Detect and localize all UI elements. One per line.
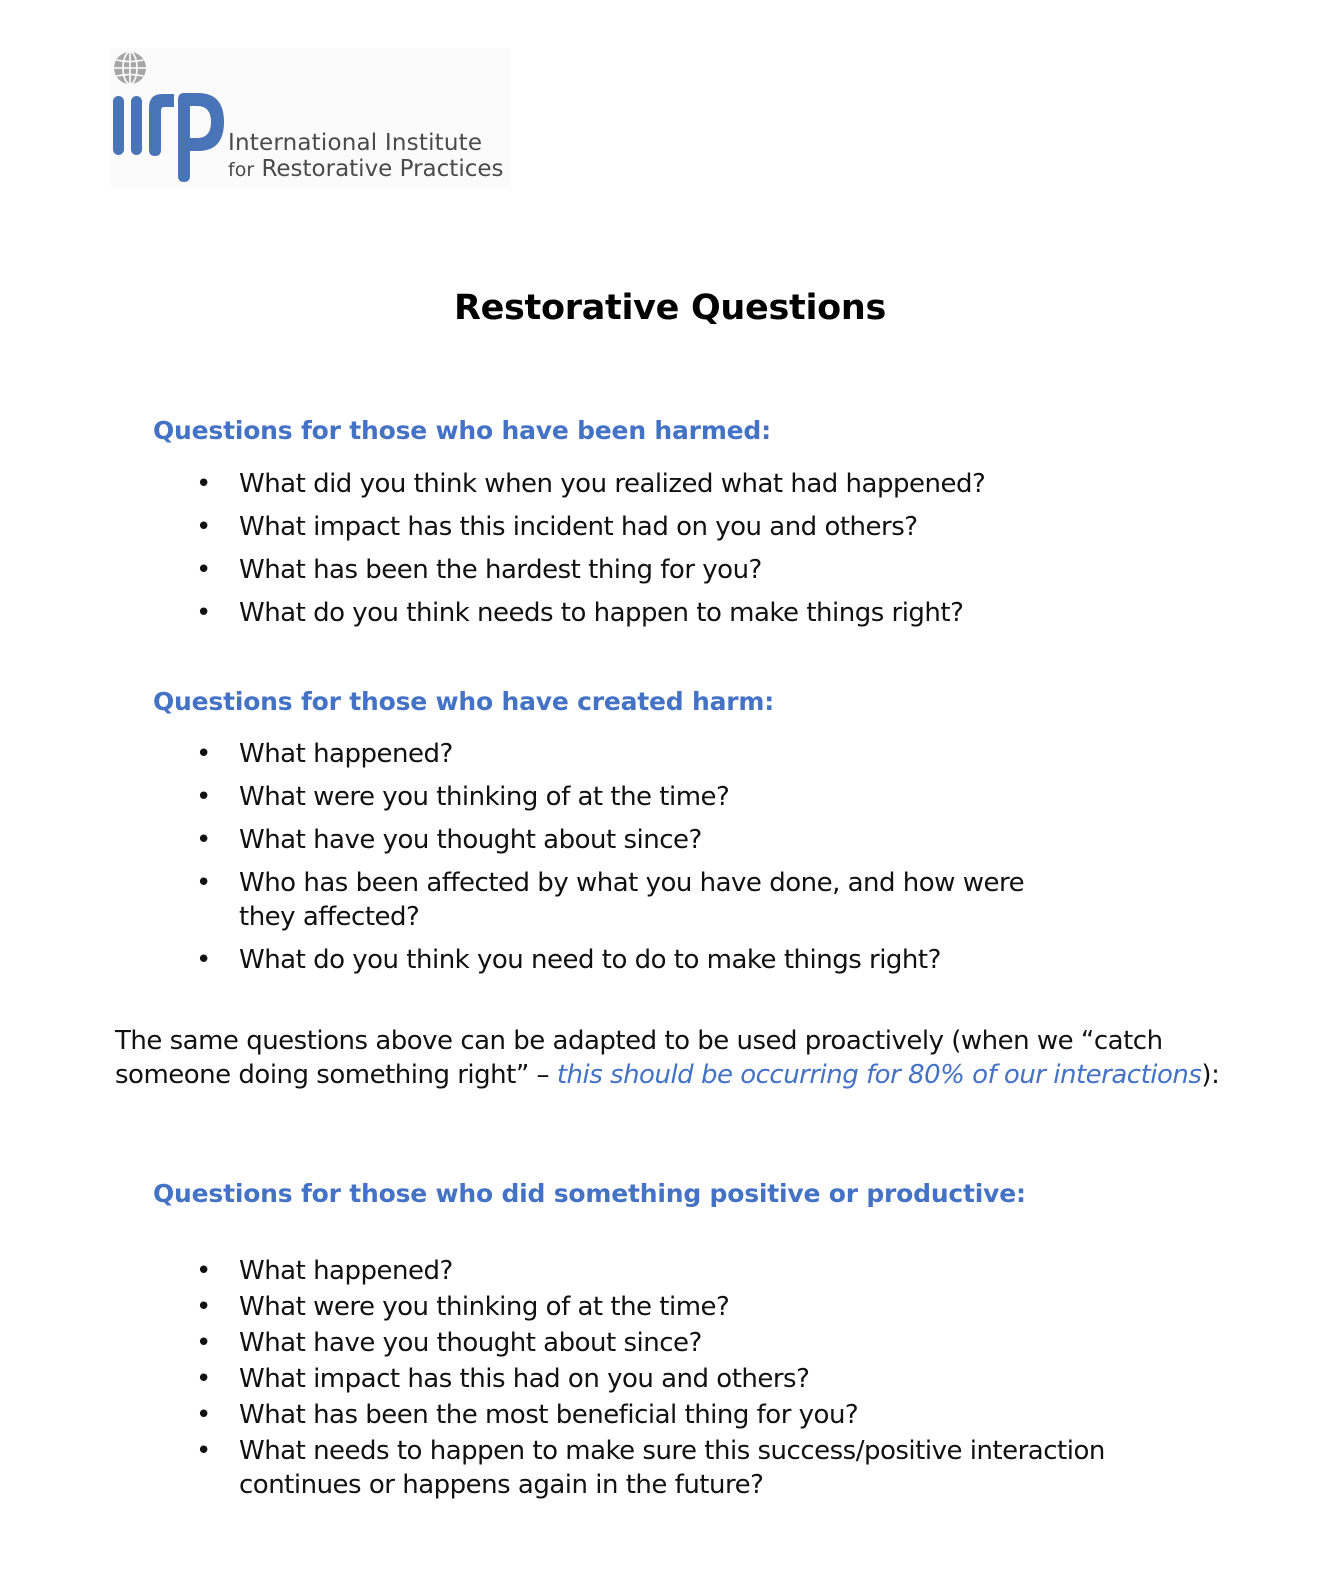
list-item: • What did you think when you realized what had happened? bbox=[196, 469, 986, 499]
bullet-icon: • bbox=[196, 1436, 211, 1466]
bullet-icon: • bbox=[196, 469, 211, 499]
bullet-icon: • bbox=[196, 782, 211, 812]
list-harmed bbox=[190, 467, 1170, 639]
iirp-wordmark bbox=[112, 88, 232, 183]
bullet-icon: • bbox=[196, 868, 211, 898]
list-created bbox=[190, 737, 1170, 986]
heading-positive: Questions for those who did something positive or productive: bbox=[153, 1179, 1026, 1208]
list-item: • What needs to happen to make sure this success/positive interaction continues or happens again in the future? bbox=[196, 1436, 1105, 1500]
list-item: • What have you thought about since? bbox=[196, 825, 702, 855]
paragraph-accent: this should be occurring for 80% of our interactions bbox=[556, 1060, 1202, 1090]
bullet-icon: • bbox=[196, 1364, 211, 1394]
bullet-icon: • bbox=[196, 1328, 211, 1358]
logo-line2-rest: Restorative Practices bbox=[261, 156, 504, 183]
bullet-icon: • bbox=[196, 598, 211, 628]
bullet-icon: • bbox=[196, 1256, 211, 1286]
list-positive bbox=[190, 1254, 1170, 1504]
list-item: • What do you think needs to happen to make things right? bbox=[196, 598, 964, 628]
heading-created: Questions for those who have created harm: bbox=[153, 687, 775, 716]
logo-text bbox=[228, 130, 504, 183]
bullet-icon: • bbox=[196, 945, 211, 975]
logo-line2 bbox=[228, 156, 504, 182]
page-title: Restorative Questions bbox=[453, 288, 887, 328]
list-item: • What do you think you need to do to make things right? bbox=[196, 945, 941, 975]
list-item: • What were you thinking of at the time? bbox=[196, 782, 730, 812]
logo-line1: International Institute bbox=[228, 130, 483, 156]
list-item: • What were you thinking of at the time? bbox=[196, 1292, 730, 1322]
logo-for: for bbox=[228, 159, 255, 182]
bullet-icon: • bbox=[196, 555, 211, 585]
list-item: • What have you thought about since? bbox=[196, 1328, 702, 1358]
bullet-icon: • bbox=[196, 512, 211, 542]
bullet-icon: • bbox=[196, 825, 211, 855]
list-item: • What has been the hardest thing for you? bbox=[196, 555, 762, 585]
list-item: • What happened? bbox=[196, 1256, 453, 1286]
bullet-icon: • bbox=[196, 739, 211, 769]
list-item: • What has been the most beneficial thing for you? bbox=[196, 1400, 859, 1430]
bullet-icon: • bbox=[196, 1400, 211, 1430]
proactive-paragraph: The same questions above can be adapted to be used proactively (when we “catch someone doing something right” – this should be occurring for 80% of our interactions): bbox=[115, 1026, 1220, 1090]
list-item: • What happened? bbox=[196, 739, 453, 769]
list-item: • Who has been affected by what you have done, and how were they affected? bbox=[196, 868, 1025, 932]
list-item: • What impact has this incident had on you and others? bbox=[196, 512, 918, 542]
bullet-icon: • bbox=[196, 1292, 211, 1322]
globe-icon bbox=[112, 50, 148, 86]
heading-harmed: Questions for those who have been harmed: bbox=[153, 416, 771, 445]
list-item: • What impact has this had on you and others? bbox=[196, 1364, 810, 1394]
